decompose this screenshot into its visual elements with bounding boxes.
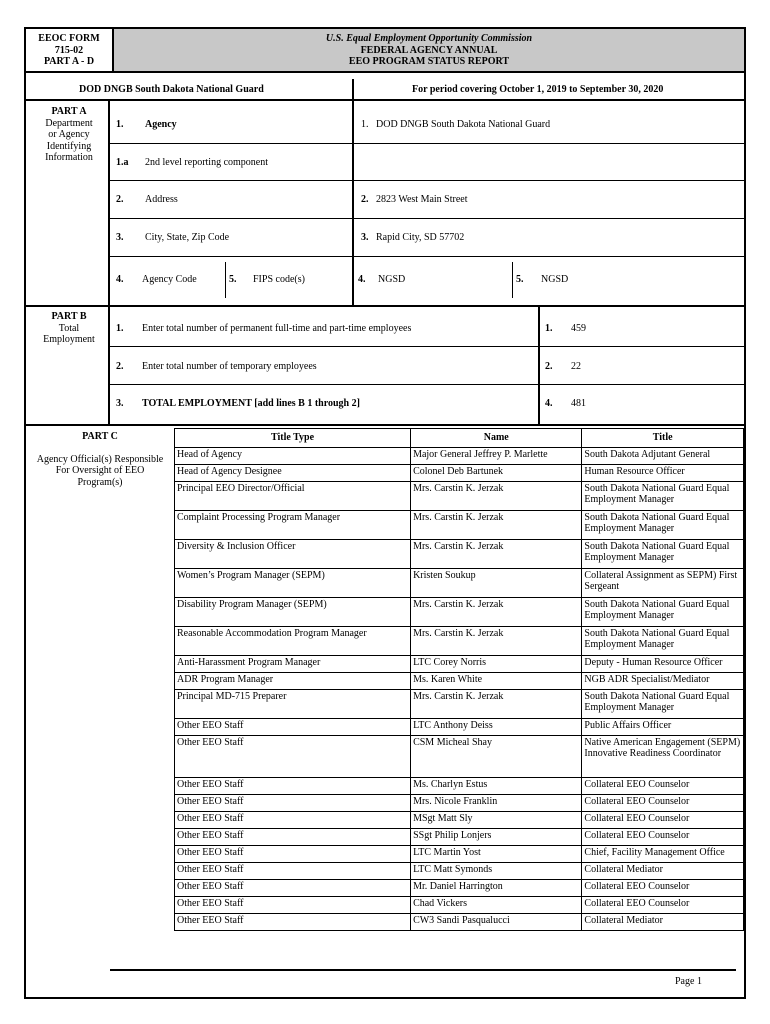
fips-value: NGSD — [541, 274, 569, 285]
title-type-cell: Other EEO Staff — [175, 879, 411, 896]
component-label: 2nd level reporting component — [145, 157, 269, 168]
title-cell: South Dakota National Guard Equal Employment Manager — [582, 481, 744, 510]
title-cell: South Dakota National Guard Equal Employment Manager — [582, 626, 744, 655]
permanent-employees-label: Enter total number of permanent full-time and part-time employees — [142, 323, 412, 334]
title-type-cell: Other EEO Staff — [175, 794, 411, 811]
title-type-cell: Other EEO Staff — [175, 811, 411, 828]
name-cell: Mrs. Carstin K. Jerzak — [411, 689, 582, 718]
name-cell: CSM Micheal Shay — [411, 735, 582, 777]
name-cell: Ms. Karen White — [411, 672, 582, 689]
title-cell: Chief, Facility Management Office — [582, 845, 744, 862]
divider — [538, 307, 540, 425]
title-type-cell: Other EEO Staff — [175, 718, 411, 735]
title-type-cell: Other EEO Staff — [175, 828, 411, 845]
column-header: Name — [411, 429, 582, 448]
divider — [26, 305, 744, 307]
fips-label: FIPS code(s) — [253, 274, 305, 285]
title-cell: Collateral Mediator — [582, 913, 744, 930]
title-type-cell: Principal EEO Director/Official — [175, 481, 411, 510]
title-cell: Collateral Assignment as SEPM) First Sergeant — [582, 568, 744, 597]
agency-code-label: Agency Code — [142, 274, 197, 285]
name-cell: Mrs. Carstin K. Jerzak — [411, 510, 582, 539]
title-cell: Collateral EEO Counselor — [582, 879, 744, 896]
agency-label: Agency — [145, 119, 177, 130]
title-cell: Native American Engagement (SEPM) Innovative Readiness Coordinator — [582, 735, 744, 777]
column-header: Title Type — [175, 429, 411, 448]
table-row — [175, 879, 744, 896]
name-cell: Kristen Soukup — [411, 568, 582, 597]
part-c-label: PART C Agency Official(s) Responsible For Oversight of EEO Program(s) — [36, 431, 164, 488]
divider — [108, 307, 110, 425]
title-type-cell: Other EEO Staff — [175, 735, 411, 777]
divider — [26, 71, 744, 73]
footer-rule — [110, 969, 736, 971]
table-row — [175, 811, 744, 828]
table-row — [175, 655, 744, 672]
title-cell: South Dakota National Guard Equal Employment Manager — [582, 539, 744, 568]
name-cell: LTC Martin Yost — [411, 845, 582, 862]
divider — [26, 424, 744, 426]
title-cell: Collateral EEO Counselor — [582, 777, 744, 794]
name-cell: Major General Jeffrey P. Marlette — [411, 447, 582, 464]
page-number: Page 1 — [675, 976, 702, 987]
agency-value: DOD DNGB South Dakota National Guard — [376, 119, 551, 130]
title-cell: Collateral EEO Counselor — [582, 828, 744, 845]
title-type-cell: Anti-Harassment Program Manager — [175, 655, 411, 672]
column-header: Title — [582, 429, 744, 448]
total-employment-value: 481 — [571, 398, 586, 409]
title-cell: South Dakota National Guard Equal Employment Manager — [582, 597, 744, 626]
name-cell: LTC Matt Symonds — [411, 862, 582, 879]
table-row — [175, 718, 744, 735]
commission-name: U.S. Equal Employment Opportunity Commission — [325, 33, 533, 44]
title-type-cell: Other EEO Staff — [175, 777, 411, 794]
title-cell: Collateral EEO Counselor — [582, 896, 744, 913]
divider — [352, 101, 354, 307]
permanent-employees-value: 459 — [571, 323, 586, 334]
title-type-cell: ADR Program Manager — [175, 672, 411, 689]
title-type-cell: Other EEO Staff — [175, 862, 411, 879]
table-row — [175, 896, 744, 913]
title-type-cell: Head of Agency Designee — [175, 464, 411, 481]
city-label: City, State, Zip Code — [145, 232, 230, 243]
table-row — [175, 568, 744, 597]
table-row — [175, 510, 744, 539]
title-cell: Collateral EEO Counselor — [582, 794, 744, 811]
title-type-cell: Other EEO Staff — [175, 845, 411, 862]
title-cell: Human Resource Officer — [582, 464, 744, 481]
part-a-label: PART A Department or Agency Identifying Information — [45, 106, 93, 163]
name-cell: LTC Corey Norris — [411, 655, 582, 672]
title-cell: Public Affairs Officer — [582, 718, 744, 735]
title-type-cell: Reasonable Accommodation Program Manager — [175, 626, 411, 655]
agency-name-bar: DOD DNGB South Dakota National Guard — [79, 84, 264, 95]
name-cell: Mrs. Carstin K. Jerzak — [411, 626, 582, 655]
title-type-cell: Other EEO Staff — [175, 913, 411, 930]
table-row — [175, 672, 744, 689]
table-row — [175, 539, 744, 568]
table-row — [175, 464, 744, 481]
total-employment-label: TOTAL EMPLOYMENT [add lines B 1 through 2] — [142, 398, 360, 409]
name-cell: Colonel Deb Bartunek — [411, 464, 582, 481]
title-type-cell: Disability Program Manager (SEPM) — [175, 597, 411, 626]
table-row — [175, 794, 744, 811]
part-b-label: PART B Total Employment — [43, 311, 95, 345]
table-row — [175, 689, 744, 718]
title-cell: South Dakota National Guard Equal Employment Manager — [582, 689, 744, 718]
report-title: U.S. Equal Employment Opportunity Commission FEDERAL AGENCY ANNUAL EEO PROGRAM STATUS REPORT — [114, 29, 744, 71]
title-cell: Collateral Mediator — [582, 862, 744, 879]
table-row — [175, 913, 744, 930]
table-row — [175, 447, 744, 464]
title-cell: Collateral EEO Counselor — [582, 811, 744, 828]
name-cell: Mrs. Nicole Franklin — [411, 794, 582, 811]
name-cell: SSgt Philip Lonjers — [411, 828, 582, 845]
form-identifier: EEOC FORM 715-02 PART A - D — [26, 29, 114, 71]
table-row — [175, 845, 744, 862]
name-cell: Ms. Charlyn Estus — [411, 777, 582, 794]
address-value: 2823 West Main Street — [376, 194, 468, 205]
table-row — [175, 597, 744, 626]
title-type-cell: Complaint Processing Program Manager — [175, 510, 411, 539]
divider — [26, 99, 744, 101]
divider — [108, 101, 110, 307]
name-cell: Mrs. Carstin K. Jerzak — [411, 481, 582, 510]
temporary-employees-label: Enter total number of temporary employees — [142, 361, 317, 372]
table-row — [175, 626, 744, 655]
table-row — [175, 735, 744, 777]
name-cell: Chad Vickers — [411, 896, 582, 913]
table-header-row — [175, 429, 744, 448]
address-label: Address — [145, 194, 178, 205]
city-value: Rapid City, SD 57702 — [376, 232, 465, 243]
name-cell: Mrs. Carstin K. Jerzak — [411, 539, 582, 568]
name-cell: CW3 Sandi Pasqualucci — [411, 913, 582, 930]
officials-table — [174, 428, 744, 931]
table-row — [175, 862, 744, 879]
title-type-cell: Diversity & Inclusion Officer — [175, 539, 411, 568]
table-row — [175, 481, 744, 510]
title-type-cell: Head of Agency — [175, 447, 411, 464]
name-cell: MSgt Matt Sly — [411, 811, 582, 828]
agency-code-value: NGSD — [378, 274, 406, 285]
title-type-cell: Principal MD-715 Preparer — [175, 689, 411, 718]
title-type-cell: Other EEO Staff — [175, 896, 411, 913]
table-row — [175, 777, 744, 794]
name-cell: Mr. Daniel Harrington — [411, 879, 582, 896]
report-period: For period covering October 1, 2019 to September 30, 2020 — [412, 84, 664, 95]
name-cell: Mrs. Carstin K. Jerzak — [411, 597, 582, 626]
title-cell: South Dakota National Guard Equal Employment Manager — [582, 510, 744, 539]
title-cell: South Dakota Adjutant General — [582, 447, 744, 464]
table-row — [175, 828, 744, 845]
name-cell: LTC Anthony Deiss — [411, 718, 582, 735]
title-cell: NGB ADR Specialist/Mediator — [582, 672, 744, 689]
title-cell: Deputy - Human Resource Officer — [582, 655, 744, 672]
title-type-cell: Women’s Program Manager (SEPM) — [175, 568, 411, 597]
temporary-employees-value: 22 — [571, 361, 581, 372]
divider — [352, 79, 354, 99]
